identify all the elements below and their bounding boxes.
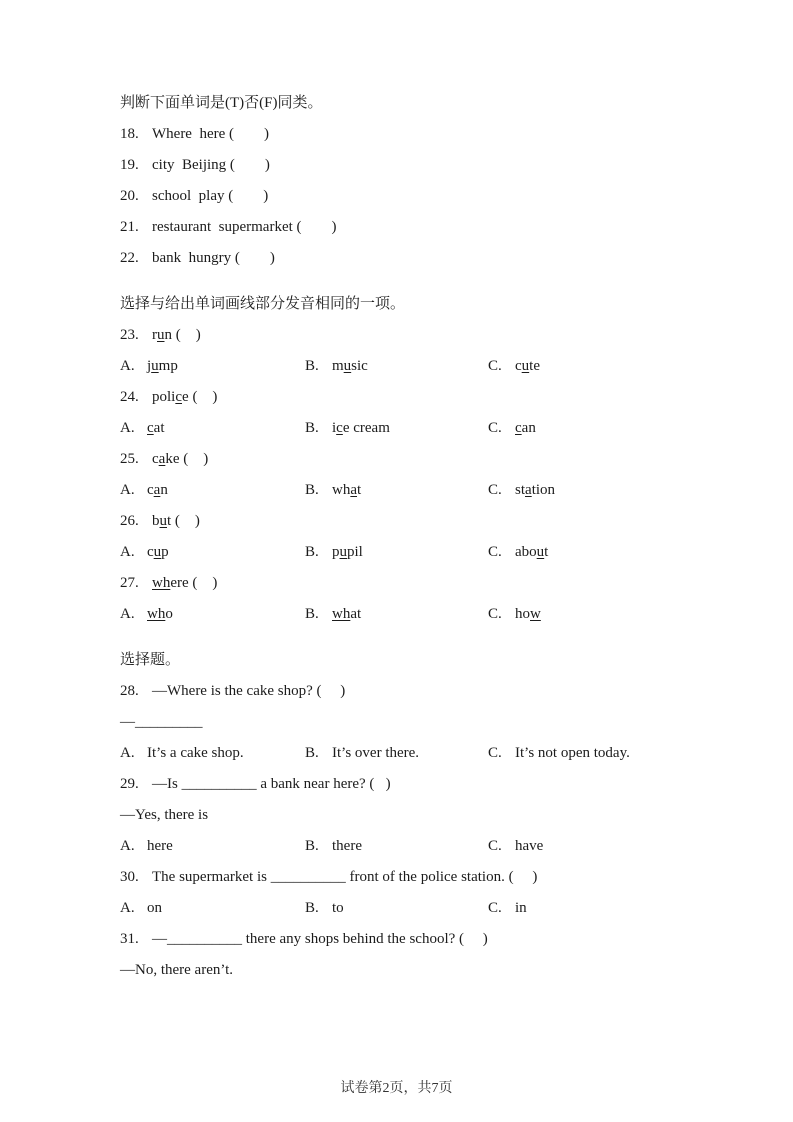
option-text: It’s not open today. — [515, 745, 630, 761]
option-a — [120, 607, 305, 622]
question-19 — [120, 158, 727, 173]
question-number: 25. — [120, 451, 139, 467]
word-part: p — [332, 544, 340, 560]
option-letter: C. — [488, 544, 502, 560]
question-28 — [120, 684, 727, 699]
question-text: city Beijing ( ) — [152, 157, 270, 173]
options-row-27 — [120, 607, 727, 622]
question-word — [152, 513, 171, 529]
option-b — [305, 483, 488, 498]
word-part: pil — [347, 544, 363, 560]
answer-paren: ( ) — [171, 513, 200, 529]
option-letter: B. — [305, 745, 319, 761]
question-23 — [120, 328, 727, 343]
question-number: 27. — [120, 575, 139, 591]
option-letter: B. — [305, 420, 319, 436]
section1-instruction: 判断下面单词是(T)否(F)同类。 — [120, 95, 323, 111]
option-letter: B. — [305, 358, 319, 374]
answer-paren: ( ) — [188, 389, 218, 405]
option-text: here — [147, 838, 173, 854]
option-b — [305, 607, 488, 622]
option-b — [305, 545, 488, 560]
underlined-part: u — [339, 544, 347, 560]
option-c — [488, 901, 727, 916]
options-row-28 — [120, 746, 727, 761]
question-stem: —Is __________ a bank near here? ( ) — [152, 776, 391, 792]
answer-paren: ( ) — [179, 451, 209, 467]
word-part: e cream — [342, 420, 390, 436]
option-letter: B. — [305, 544, 319, 560]
option-text: on — [147, 900, 162, 916]
word-part: c — [147, 482, 154, 498]
question-28-reply-blank: —_________ — [120, 714, 203, 730]
underlined-part: u — [157, 327, 165, 343]
answer-paren: ( ) — [188, 575, 218, 591]
option-letter: B. — [305, 606, 319, 622]
question-27 — [120, 576, 727, 591]
question-stem: The supermarket is __________ front of the police station. ( ) — [152, 869, 538, 885]
option-b — [305, 421, 488, 436]
option-letter: A. — [120, 838, 135, 854]
option-letter: C. — [488, 745, 502, 761]
option-letter: A. — [120, 606, 135, 622]
option-a — [120, 901, 305, 916]
option-letter: B. — [305, 900, 319, 916]
section3-instruction: 选择题。 — [120, 652, 181, 668]
option-text: It’s a cake shop. — [147, 745, 244, 761]
underlined-part: u — [153, 544, 162, 560]
option-b — [305, 359, 488, 374]
question-text: school play ( ) — [152, 188, 269, 204]
word-part: r — [152, 327, 157, 343]
question-22 — [120, 251, 727, 266]
options-row-23 — [120, 359, 727, 374]
question-stem: —__________ there any shops behind the school? ( ) — [152, 931, 488, 947]
option-a — [120, 839, 305, 854]
option-letter: A. — [120, 544, 135, 560]
word-part: i — [332, 420, 337, 436]
question-number: 22. — [120, 250, 139, 266]
word-part: c — [152, 451, 159, 467]
option-letter: B. — [305, 482, 319, 498]
option-a — [120, 545, 305, 560]
word-part: c — [147, 544, 154, 560]
word-part: mp — [158, 358, 178, 374]
option-letter: C. — [488, 606, 502, 622]
option-text: have — [515, 838, 544, 854]
question-18 — [120, 127, 727, 142]
option-letter: C. — [488, 482, 502, 498]
option-c — [488, 746, 727, 761]
word-part: abo — [515, 544, 537, 560]
section-true-false — [120, 96, 727, 266]
underlined-part: c — [336, 420, 343, 436]
underlined-part: c — [147, 420, 154, 436]
word-part: t — [167, 513, 172, 529]
question-stem: —Where is the cake shop? ( ) — [152, 683, 346, 699]
question-29 — [120, 777, 727, 792]
word-part: st — [515, 482, 526, 498]
option-text: It’s over there. — [332, 745, 420, 761]
word-part: t — [544, 544, 549, 560]
option-c — [488, 421, 727, 436]
underlined-part: a — [350, 482, 358, 498]
word-part: ke — [165, 451, 180, 467]
option-a — [120, 483, 305, 498]
word-part: n — [160, 482, 168, 498]
question-31 — [120, 932, 727, 947]
underlined-part: a — [525, 482, 532, 498]
word-part: wh — [332, 482, 351, 498]
option-c — [488, 359, 727, 374]
word-part: j — [147, 358, 152, 374]
question-number: 29. — [120, 776, 139, 792]
underlined-part: wh — [152, 575, 171, 591]
underlined-part: u — [536, 544, 545, 560]
underlined-part: wh — [147, 606, 166, 622]
option-letter: A. — [120, 420, 135, 436]
option-letter: A. — [120, 358, 135, 374]
page-footer: 试卷第2页，共7页 — [340, 1081, 453, 1096]
option-b — [305, 746, 488, 761]
question-number: 28. — [120, 683, 139, 699]
option-letter: C. — [488, 900, 502, 916]
option-a — [120, 421, 305, 436]
word-part: p — [161, 544, 169, 560]
word-part: at — [153, 420, 165, 436]
question-number: 18. — [120, 126, 139, 142]
word-part: e — [182, 389, 189, 405]
option-letter: A. — [120, 745, 135, 761]
question-word — [152, 451, 180, 467]
word-part: t — [357, 482, 362, 498]
underlined-part: a — [158, 451, 166, 467]
option-a — [120, 359, 305, 374]
question-text: bank hungry ( ) — [152, 250, 275, 266]
question-number: 19. — [120, 157, 139, 173]
option-text: there — [332, 838, 362, 854]
options-row-24 — [120, 421, 727, 436]
question-number: 30. — [120, 869, 139, 885]
word-part: b — [152, 513, 160, 529]
answer-paren: ( ) — [172, 327, 201, 343]
question-number: 31. — [120, 931, 139, 947]
options-row-26 — [120, 545, 727, 560]
option-b — [305, 901, 488, 916]
word-part: m — [332, 358, 344, 374]
word-part: n — [164, 327, 172, 343]
underlined-part: c — [515, 420, 522, 436]
question-20 — [120, 189, 727, 204]
question-31-reply: —No, there aren’t. — [120, 962, 234, 978]
question-text: restaurant supermarket ( ) — [152, 219, 337, 235]
question-number: 20. — [120, 188, 139, 204]
question-number: 21. — [120, 219, 139, 235]
section-multiple-choice — [120, 653, 727, 978]
question-number: 26. — [120, 513, 139, 529]
word-part: tion — [531, 482, 556, 498]
option-letter: A. — [120, 482, 135, 498]
options-row-30 — [120, 901, 727, 916]
question-26 — [120, 514, 727, 529]
word-part: o — [165, 606, 173, 622]
option-letter: C. — [488, 420, 502, 436]
question-number: 23. — [120, 327, 139, 343]
option-c — [488, 839, 727, 854]
question-25 — [120, 452, 727, 467]
underlined-part: wh — [332, 606, 351, 622]
option-b — [305, 839, 488, 854]
question-29-reply: —Yes, there is — [120, 807, 209, 823]
word-part: poli — [152, 389, 176, 405]
question-text: Where here ( ) — [152, 126, 270, 142]
underlined-part: a — [153, 482, 161, 498]
word-part: an — [521, 420, 536, 436]
question-word — [152, 575, 189, 591]
underlined-part: u — [151, 358, 159, 374]
options-row-29 — [120, 839, 727, 854]
option-text: to — [332, 900, 344, 916]
word-part: sic — [351, 358, 368, 374]
option-c — [488, 607, 727, 622]
word-part: at — [350, 606, 362, 622]
option-c — [488, 483, 727, 498]
option-letter: C. — [488, 358, 502, 374]
option-letter: B. — [305, 838, 319, 854]
word-part: ere — [170, 575, 189, 591]
underlined-part: u — [521, 358, 530, 374]
underlined-part: c — [175, 389, 183, 405]
question-word — [152, 327, 172, 343]
section2-instruction: 选择与给出单词画线部分发音相同的一项。 — [120, 296, 406, 312]
underlined-part: u — [159, 513, 167, 529]
word-part: ho — [515, 606, 530, 622]
section-pronunciation — [120, 297, 727, 622]
question-number: 24. — [120, 389, 139, 405]
question-word — [152, 389, 189, 405]
underlined-part: w — [530, 606, 541, 622]
word-part: te — [529, 358, 540, 374]
question-21 — [120, 220, 727, 235]
question-24 — [120, 390, 727, 405]
option-c — [488, 545, 727, 560]
option-text: in — [515, 900, 527, 916]
options-row-25 — [120, 483, 727, 498]
question-30 — [120, 870, 727, 885]
option-letter: C. — [488, 838, 502, 854]
option-letter: A. — [120, 900, 135, 916]
word-part: c — [515, 358, 522, 374]
option-a — [120, 746, 305, 761]
underlined-part: u — [343, 358, 352, 374]
